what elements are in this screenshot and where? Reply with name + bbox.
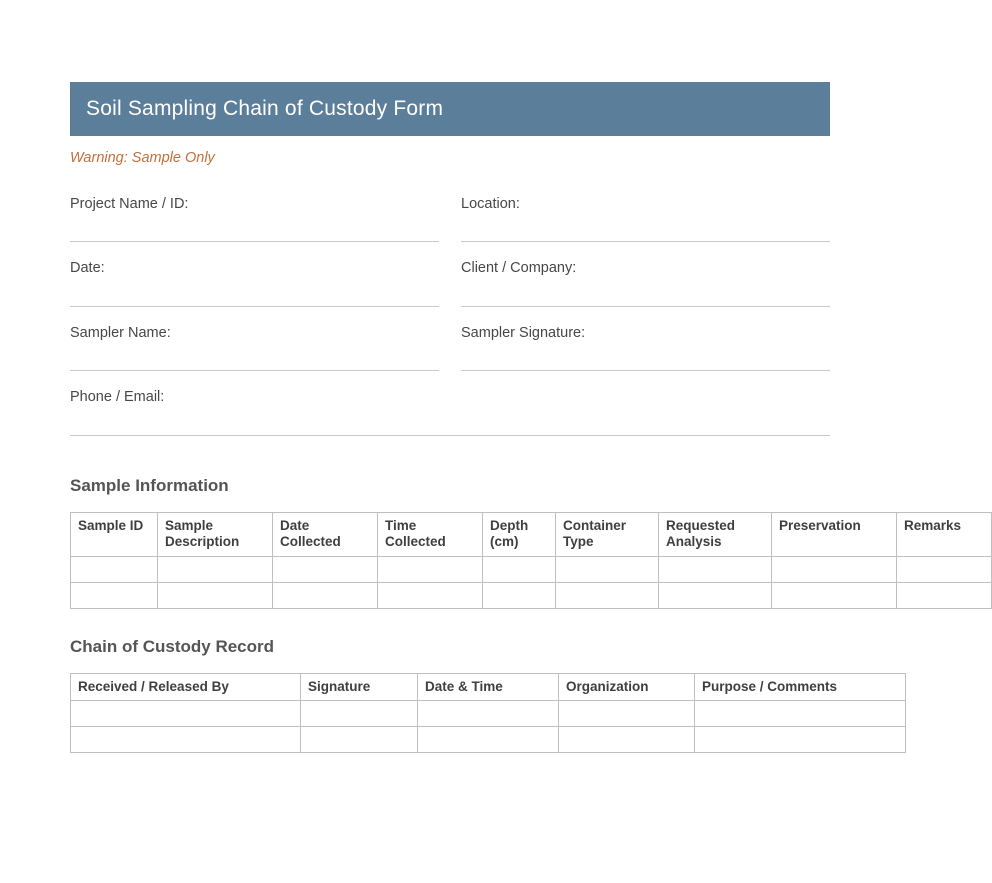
table-row[interactable] [71, 726, 906, 752]
chain-of-custody-heading: Chain of Custody Record [70, 636, 275, 656]
table-cell[interactable] [71, 700, 301, 726]
field-underline-phone-email [70, 435, 830, 436]
column-header-signature: Signature [301, 673, 418, 700]
column-header-date-time: Date & Time [418, 673, 559, 700]
field-client-company[interactable] [461, 242, 830, 306]
table-cell[interactable] [559, 726, 695, 752]
field-location[interactable] [461, 178, 830, 242]
table-cell[interactable] [418, 700, 559, 726]
table-cell[interactable] [556, 556, 659, 582]
column-header-organization: Organization [559, 673, 695, 700]
column-header-received-released-by: Received / Released By [71, 673, 301, 700]
column-header-depth: Depth (cm) [483, 512, 556, 556]
field-sampler-signature[interactable] [461, 307, 830, 371]
table-cell[interactable] [301, 726, 418, 752]
table-header-row [71, 512, 992, 556]
table-cell[interactable] [158, 582, 273, 608]
column-header-requested-analysis: Requested Analysis [659, 512, 772, 556]
field-label: Client / Company: [461, 260, 577, 277]
table-cell[interactable] [158, 556, 273, 582]
column-header-container-type: Container Type [556, 512, 659, 556]
table-cell[interactable] [273, 556, 378, 582]
field-label: Sampler Signature: [461, 324, 586, 341]
column-header-sample-id: Sample ID [71, 512, 158, 556]
header-fields [70, 178, 830, 436]
table-cell[interactable] [71, 726, 301, 752]
field-label: Project Name / ID: [70, 196, 189, 212]
table-cell[interactable] [483, 556, 556, 582]
sample-information-heading: Sample Information [70, 475, 229, 495]
table-cell[interactable] [378, 582, 483, 608]
field-row-2 [70, 242, 830, 306]
document-title-bar [70, 82, 830, 136]
field-row-3 [70, 307, 830, 371]
table-cell[interactable] [695, 700, 906, 726]
field-project-name[interactable] [70, 178, 439, 242]
table-cell[interactable] [301, 700, 418, 726]
field-label: Phone / Email: [70, 389, 165, 406]
field-phone-email[interactable] [70, 371, 439, 406]
column-header-time-collected: Time Collected [378, 512, 483, 556]
table-header-row [71, 673, 906, 700]
table-row[interactable] [71, 582, 992, 608]
table-cell[interactable] [772, 582, 897, 608]
table-cell[interactable] [273, 582, 378, 608]
table-row[interactable] [71, 700, 906, 726]
column-header-date-collected: Date Collected [273, 512, 378, 556]
field-label: Location: [461, 196, 520, 212]
table-cell[interactable] [659, 582, 772, 608]
column-header-preservation: Preservation [772, 512, 897, 556]
table-cell[interactable] [418, 726, 559, 752]
table-cell[interactable] [483, 582, 556, 608]
field-spacer [461, 371, 830, 406]
column-header-remarks: Remarks [897, 512, 992, 556]
table-cell[interactable] [71, 582, 158, 608]
table-row[interactable] [71, 556, 992, 582]
table-cell[interactable] [897, 556, 992, 582]
table-cell[interactable] [897, 582, 992, 608]
page-title: Soil Sampling Chain of Custody Form [86, 97, 444, 120]
table-cell[interactable] [559, 700, 695, 726]
sample-information-table [70, 512, 992, 609]
table-cell[interactable] [378, 556, 483, 582]
field-label: Sampler Name: [70, 324, 171, 341]
field-date[interactable] [70, 242, 439, 306]
table-cell[interactable] [659, 556, 772, 582]
field-sampler-name[interactable] [70, 307, 439, 371]
table-cell[interactable] [695, 726, 906, 752]
table-cell[interactable] [71, 556, 158, 582]
table-cell[interactable] [556, 582, 659, 608]
field-label: Date: [70, 260, 105, 277]
chain-of-custody-table [70, 673, 906, 753]
column-header-purpose-comments: Purpose / Comments [695, 673, 906, 700]
column-header-sample-description: Sample Description [158, 512, 273, 556]
field-row-4 [70, 371, 830, 406]
table-cell[interactable] [772, 556, 897, 582]
warning-notice: Warning: Sample Only [70, 150, 215, 166]
field-row-1 [70, 178, 830, 242]
